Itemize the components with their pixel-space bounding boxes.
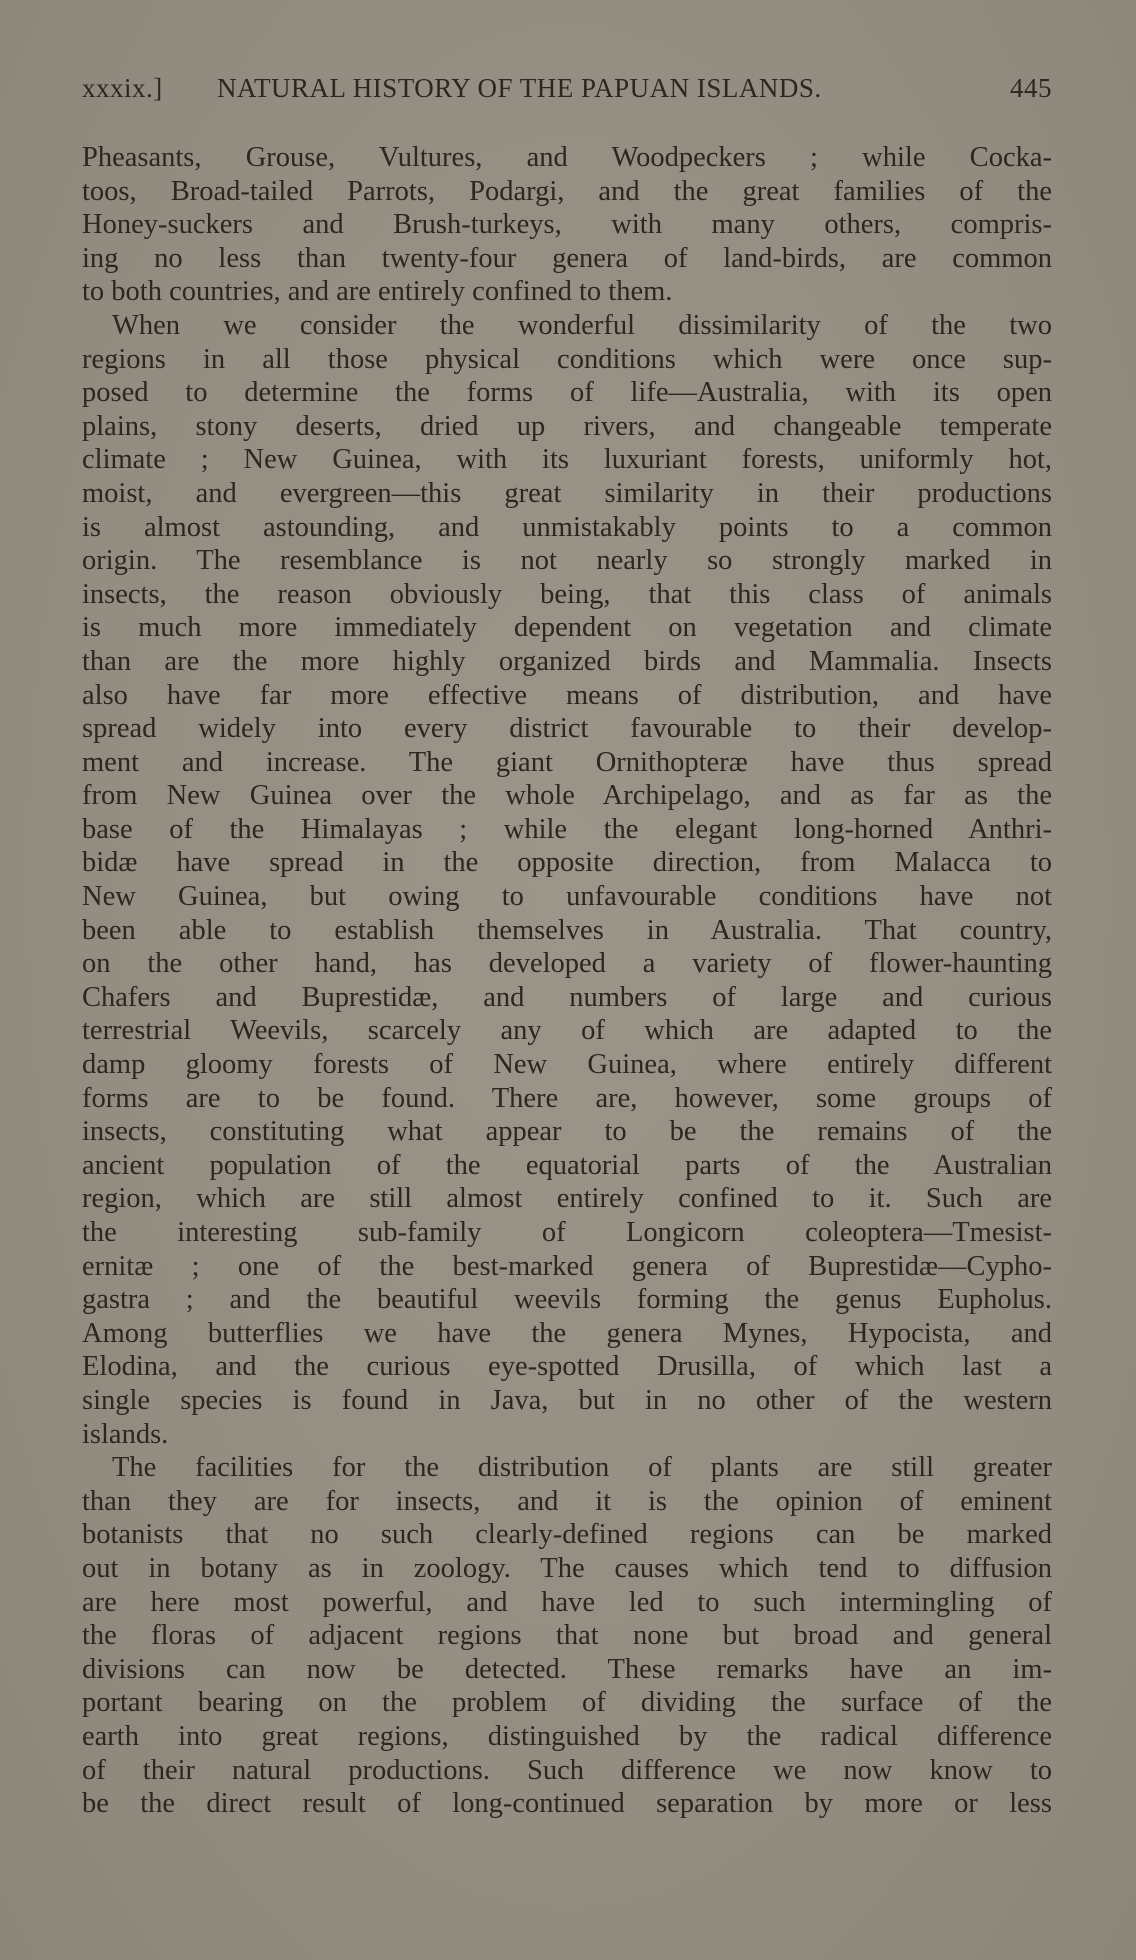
text-line: is much more immediately dependent on vegetation and climate — [82, 612, 1052, 644]
text-line: origin. The resemblance is not nearly so strongly marked in — [82, 545, 1052, 577]
text-line: to both countries, and are entirely confined to them. — [82, 276, 673, 308]
text-line: The facilities for the distribution of plants are still greater — [112, 1452, 1052, 1484]
text-line: the interesting sub-family of Longicorn coleoptera—Tmesist- — [82, 1217, 1052, 1248]
text-line: of their natural productions. Such difference we now know to — [82, 1754, 1052, 1786]
text-line: toos, Broad-tailed Parrots, Podargi, and the great families of the — [82, 175, 1052, 207]
text-line: When we consider the wonderful dissimilarity of the two — [112, 309, 1052, 341]
text-line: New Guinea, but owing to unfavourable conditions have not — [82, 881, 1052, 913]
text-line: the floras of adjacent regions that none but broad and general — [82, 1620, 1052, 1652]
text-line: divisions can now be detected. These remarks have an im- — [82, 1653, 1052, 1685]
text-line: earth into great regions, distinguished by the radical difference — [82, 1720, 1052, 1752]
text-line: been able to establish themselves in Australia. That country, — [82, 914, 1052, 946]
text-line: gastra ; and the beautiful weevils forming the genus Eupholus. — [82, 1284, 1052, 1316]
text-line: terrestrial Weevils, scarcely any of which are adapted to the — [82, 1015, 1052, 1047]
text-line: on the other hand, has developed a variety of flower-haunting — [82, 948, 1052, 980]
text-line: botanists that no such clearly-defined regions can be marked — [82, 1519, 1052, 1551]
text-line: region, which are still almost entirely confined to it. Such are — [82, 1183, 1052, 1215]
text-line: base of the Himalayas ; while the elegant long-horned Anthri- — [82, 813, 1052, 845]
chapter-number: xxxix.] — [82, 73, 163, 103]
text-line: plains, stony deserts, dried up rivers, and changeable temperate — [82, 410, 1052, 442]
text-line: than are the more highly organized birds and Mammalia. Insects — [82, 645, 1052, 677]
text-line: be the direct result of long-continued separation by more or less — [82, 1788, 1052, 1820]
text-line: Chafers and Buprestidæ, and numbers of large and curious — [82, 981, 1052, 1013]
text-line: Honey-suckers and Brush-turkeys, with many others, compris- — [82, 209, 1052, 241]
text-line: than they are for insects, and it is the opinion of eminent — [82, 1485, 1052, 1517]
text-line: insects, the reason obviously being, that this class of animals — [82, 578, 1052, 610]
text-line: moist, and evergreen—this great similarity in their productions — [82, 477, 1052, 509]
page-number: 445 — [1010, 73, 1052, 103]
text-line: insects, constituting what appear to be the remains of the — [82, 1116, 1052, 1148]
text-line: ancient population of the equatorial parts of the Australian — [82, 1149, 1052, 1181]
text-line: damp gloomy forests of New Guinea, where entirely different — [82, 1049, 1052, 1081]
text-line: single species is found in Java, but in no other of the western — [82, 1384, 1052, 1416]
running-header — [82, 68, 1052, 108]
text-line: ing no less than twenty-four genera of land-birds, are common — [82, 242, 1052, 274]
text-line: islands. — [82, 1418, 169, 1450]
text-line: portant bearing on the problem of dividing the surface of the — [82, 1687, 1052, 1719]
text-line: also have far more effective means of distribution, and have — [82, 679, 1052, 711]
text-line: forms are to be found. There are, however, some groups of — [82, 1082, 1052, 1114]
text-line: posed to determine the forms of life—Australia, with its open — [82, 377, 1052, 409]
running-title: NATURAL HISTORY OF THE PAPUAN ISLANDS. — [217, 73, 822, 103]
text-line: Pheasants, Grouse, Vultures, and Woodpeckers ; while Cocka- — [82, 142, 1052, 173]
text-line: from New Guinea over the whole Archipelago, and as far as the — [82, 780, 1052, 812]
text-line: ment and increase. The giant Ornithopteræ have thus spread — [82, 746, 1052, 778]
text-line: bidæ have spread in the opposite direction, from Malacca to — [82, 847, 1052, 879]
text-line: climate ; New Guinea, with its luxuriant forests, uniformly hot, — [82, 444, 1052, 476]
body-text — [82, 141, 1052, 1821]
text-line: Among butterflies we have the genera Mynes, Hypocista, and — [82, 1317, 1052, 1349]
text-line: are here most powerful, and have led to such intermingling of — [82, 1586, 1052, 1618]
text-line: spread widely into every district favourable to their develop- — [82, 713, 1052, 745]
text-line: regions in all those physical conditions which were once sup- — [82, 343, 1052, 375]
text-line: is almost astounding, and unmistakably points to a common — [82, 511, 1052, 543]
text-line: Elodina, and the curious eye-spotted Drusilla, of which last a — [82, 1351, 1052, 1383]
text-line: ernitæ ; one of the best-marked genera of Buprestidæ—Cypho- — [82, 1250, 1052, 1282]
text-line: out in botany as in zoology. The causes which tend to diffusion — [82, 1552, 1052, 1584]
